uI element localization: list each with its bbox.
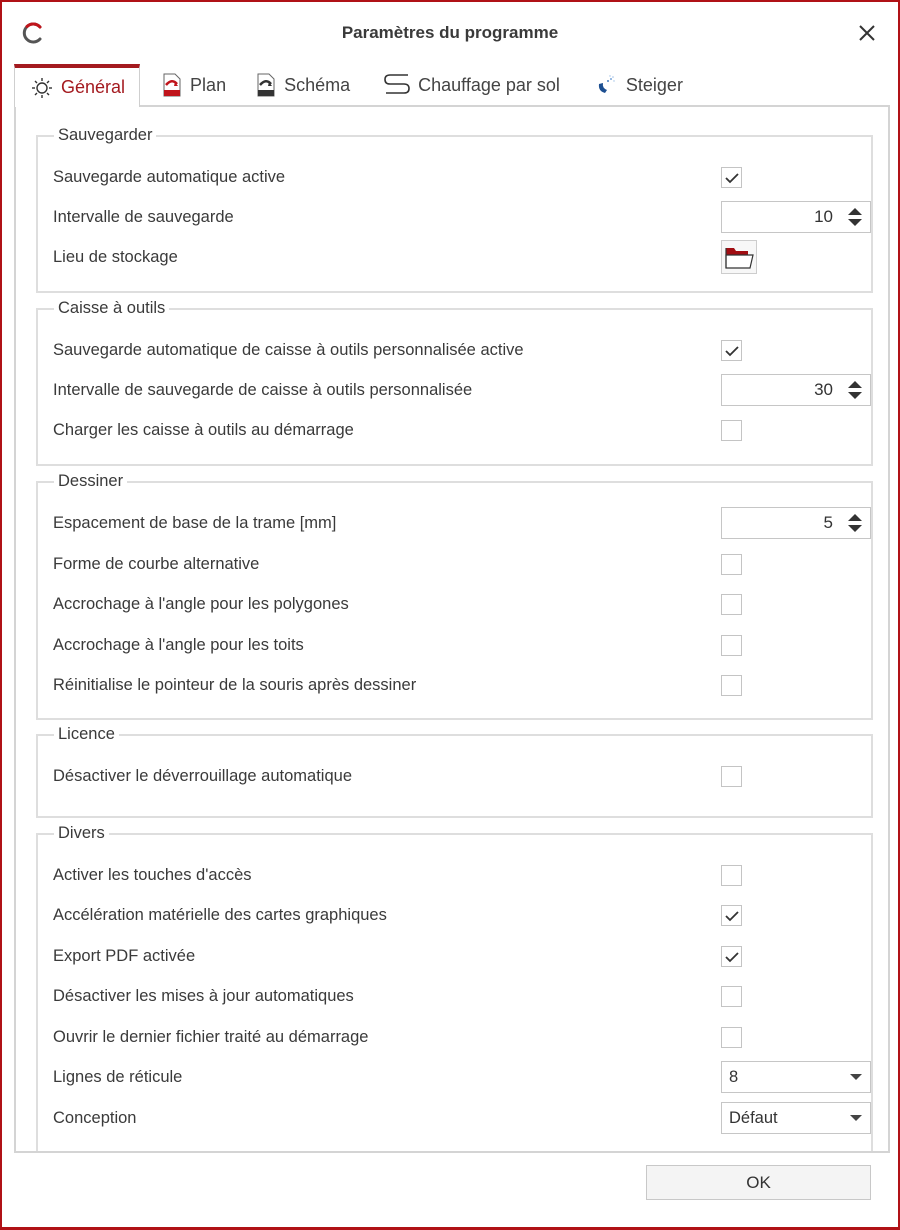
load-toolbox-startup-checkbox[interactable] bbox=[721, 420, 742, 441]
toolbox-auto-save-checkbox[interactable] bbox=[721, 340, 742, 361]
disable-auto-unlock-checkbox[interactable] bbox=[721, 766, 742, 787]
up-down-arrows-icon bbox=[845, 378, 865, 402]
setting-label: Activer les touches d'accès bbox=[53, 865, 252, 884]
setting-label: Désactiver le déverrouillage automatique bbox=[53, 766, 352, 785]
chevron-down-icon bbox=[850, 1115, 862, 1121]
row-disable-auto-updates bbox=[53, 980, 871, 1012]
dropdown-value: Défaut bbox=[729, 1108, 778, 1127]
row-hardware-acceleration bbox=[53, 899, 871, 931]
row-toolbox-save-interval bbox=[53, 374, 871, 406]
setting-label: Intervalle de sauvegarde de caisse à outils personnalisée bbox=[53, 380, 473, 399]
setting-label: Accélération matérielle des cartes graphiques bbox=[53, 905, 387, 924]
setting-label: Lieu de stockage bbox=[53, 247, 178, 266]
close-icon bbox=[854, 20, 880, 46]
reset-mouse-pointer-checkbox[interactable] bbox=[721, 675, 742, 696]
setting-label: Intervalle de sauvegarde bbox=[53, 207, 234, 226]
setting-label: Espacement de base de la trame [mm] bbox=[53, 513, 337, 532]
setting-label: Conception bbox=[53, 1108, 137, 1127]
rcs-file-icon bbox=[256, 73, 276, 97]
chevron-down-icon bbox=[850, 1074, 862, 1080]
row-pdf-export bbox=[53, 940, 871, 972]
row-crosshair-lines bbox=[53, 1061, 871, 1093]
row-storage-location bbox=[53, 241, 871, 273]
tab-chauffage-par-sol[interactable] bbox=[384, 64, 560, 106]
design-dropdown[interactable] bbox=[721, 1102, 871, 1134]
group-title: Divers bbox=[54, 822, 109, 844]
tab-general[interactable] bbox=[14, 64, 140, 107]
spinner-value: 5 bbox=[823, 513, 833, 532]
setting-label: Réinitialise le pointeur de la souris après dessiner bbox=[53, 675, 417, 694]
setting-label: Accrochage à l'angle pour les polygones bbox=[53, 594, 349, 613]
tab-label: Steiger bbox=[625, 74, 683, 95]
tab-label: Plan bbox=[190, 74, 227, 95]
storage-location-button[interactable] bbox=[721, 240, 757, 274]
toolbox-save-interval-spinner[interactable] bbox=[721, 374, 871, 406]
spinner-arrows[interactable] bbox=[845, 205, 865, 229]
grid-spacing-spinner[interactable] bbox=[721, 507, 871, 539]
setting-label: Désactiver les mises à jour automatiques bbox=[53, 986, 354, 1005]
row-disable-auto-unlock bbox=[53, 760, 871, 792]
group-sauvegarder bbox=[36, 126, 873, 293]
row-angle-snap-polygons bbox=[53, 588, 871, 620]
save-interval-spinner[interactable] bbox=[721, 201, 871, 233]
checkmark-icon bbox=[725, 910, 739, 922]
up-down-arrows-icon bbox=[845, 205, 865, 229]
tab-schema[interactable] bbox=[256, 64, 350, 106]
checkmark-icon bbox=[725, 345, 739, 357]
row-save-interval bbox=[53, 201, 871, 233]
group-title: Sauvegarder bbox=[54, 124, 156, 146]
group-divers bbox=[36, 824, 873, 1151]
group-licence bbox=[36, 725, 873, 818]
up-down-arrows-icon bbox=[845, 511, 865, 535]
steiger-pipe-icon bbox=[596, 74, 618, 96]
group-dessiner bbox=[36, 472, 873, 720]
row-design bbox=[53, 1102, 871, 1134]
group-title: Caisse à outils bbox=[54, 297, 169, 319]
setting-label: Lignes de réticule bbox=[53, 1067, 183, 1086]
row-toolbox-auto-save bbox=[53, 334, 871, 366]
setting-label: Sauvegarde automatique de caisse à outils personnalisée active bbox=[53, 340, 524, 359]
row-auto-save bbox=[53, 161, 871, 193]
setting-label: Forme de courbe alternative bbox=[53, 554, 260, 573]
group-caisse-a-outils bbox=[36, 299, 873, 466]
hardware-acceleration-checkbox[interactable] bbox=[721, 905, 742, 926]
settings-scroll-area[interactable] bbox=[16, 107, 888, 1151]
setting-label: Accrochage à l'angle pour les toits bbox=[53, 635, 304, 654]
angle-snap-roofs-checkbox[interactable] bbox=[721, 635, 742, 656]
pdf-export-checkbox[interactable] bbox=[721, 946, 742, 967]
checkmark-icon bbox=[725, 172, 739, 184]
ok-button[interactable]: OK bbox=[646, 1165, 871, 1200]
row-angle-snap-roofs bbox=[53, 629, 871, 661]
spinner-arrows[interactable] bbox=[845, 378, 865, 402]
auto-save-checkbox[interactable] bbox=[721, 167, 742, 188]
sun-gear-icon bbox=[31, 77, 53, 99]
checkmark-icon bbox=[725, 951, 739, 963]
tab-plan[interactable] bbox=[162, 64, 226, 106]
setting-label: Export PDF activée bbox=[53, 946, 196, 965]
row-access-keys bbox=[53, 859, 871, 891]
access-keys-checkbox[interactable] bbox=[721, 865, 742, 886]
row-reset-mouse-pointer bbox=[53, 669, 871, 701]
alt-curve-shape-checkbox[interactable] bbox=[721, 554, 742, 575]
tab-steiger[interactable] bbox=[596, 64, 683, 106]
group-title: Licence bbox=[54, 723, 119, 745]
tab-panel-general bbox=[14, 105, 890, 1153]
tab-label: Chauffage par sol bbox=[418, 74, 560, 95]
angle-snap-polygons-checkbox[interactable] bbox=[721, 594, 742, 615]
rcp-file-icon bbox=[162, 73, 182, 97]
row-grid-spacing bbox=[53, 507, 871, 539]
disable-auto-updates-checkbox[interactable] bbox=[721, 986, 742, 1007]
dialog-title: Paramètres du programme bbox=[341, 23, 559, 42]
spinner-value: 30 bbox=[814, 380, 833, 399]
folder-icon bbox=[722, 241, 756, 273]
group-title: Dessiner bbox=[54, 470, 127, 492]
setting-label: Charger les caisse à outils au démarrage bbox=[53, 420, 354, 439]
tab-label: Général bbox=[61, 77, 126, 97]
crosshair-lines-dropdown[interactable] bbox=[721, 1061, 871, 1093]
setting-label: Sauvegarde automatique active bbox=[53, 167, 286, 186]
close-button[interactable] bbox=[854, 20, 880, 46]
spinner-arrows[interactable] bbox=[845, 511, 865, 535]
setting-label: Ouvrir le dernier fichier traité au démarrage bbox=[53, 1027, 369, 1046]
tab-strip bbox=[14, 64, 683, 106]
row-alt-curve-shape bbox=[53, 548, 871, 580]
open-last-file-checkbox[interactable] bbox=[721, 1027, 742, 1048]
spinner-value: 10 bbox=[814, 207, 833, 226]
tab-label: Schéma bbox=[284, 74, 351, 95]
row-load-toolbox-startup bbox=[53, 414, 871, 446]
dropdown-value: 8 bbox=[729, 1067, 739, 1086]
row-open-last-file bbox=[53, 1021, 871, 1053]
floor-heating-coil-icon bbox=[384, 73, 410, 97]
